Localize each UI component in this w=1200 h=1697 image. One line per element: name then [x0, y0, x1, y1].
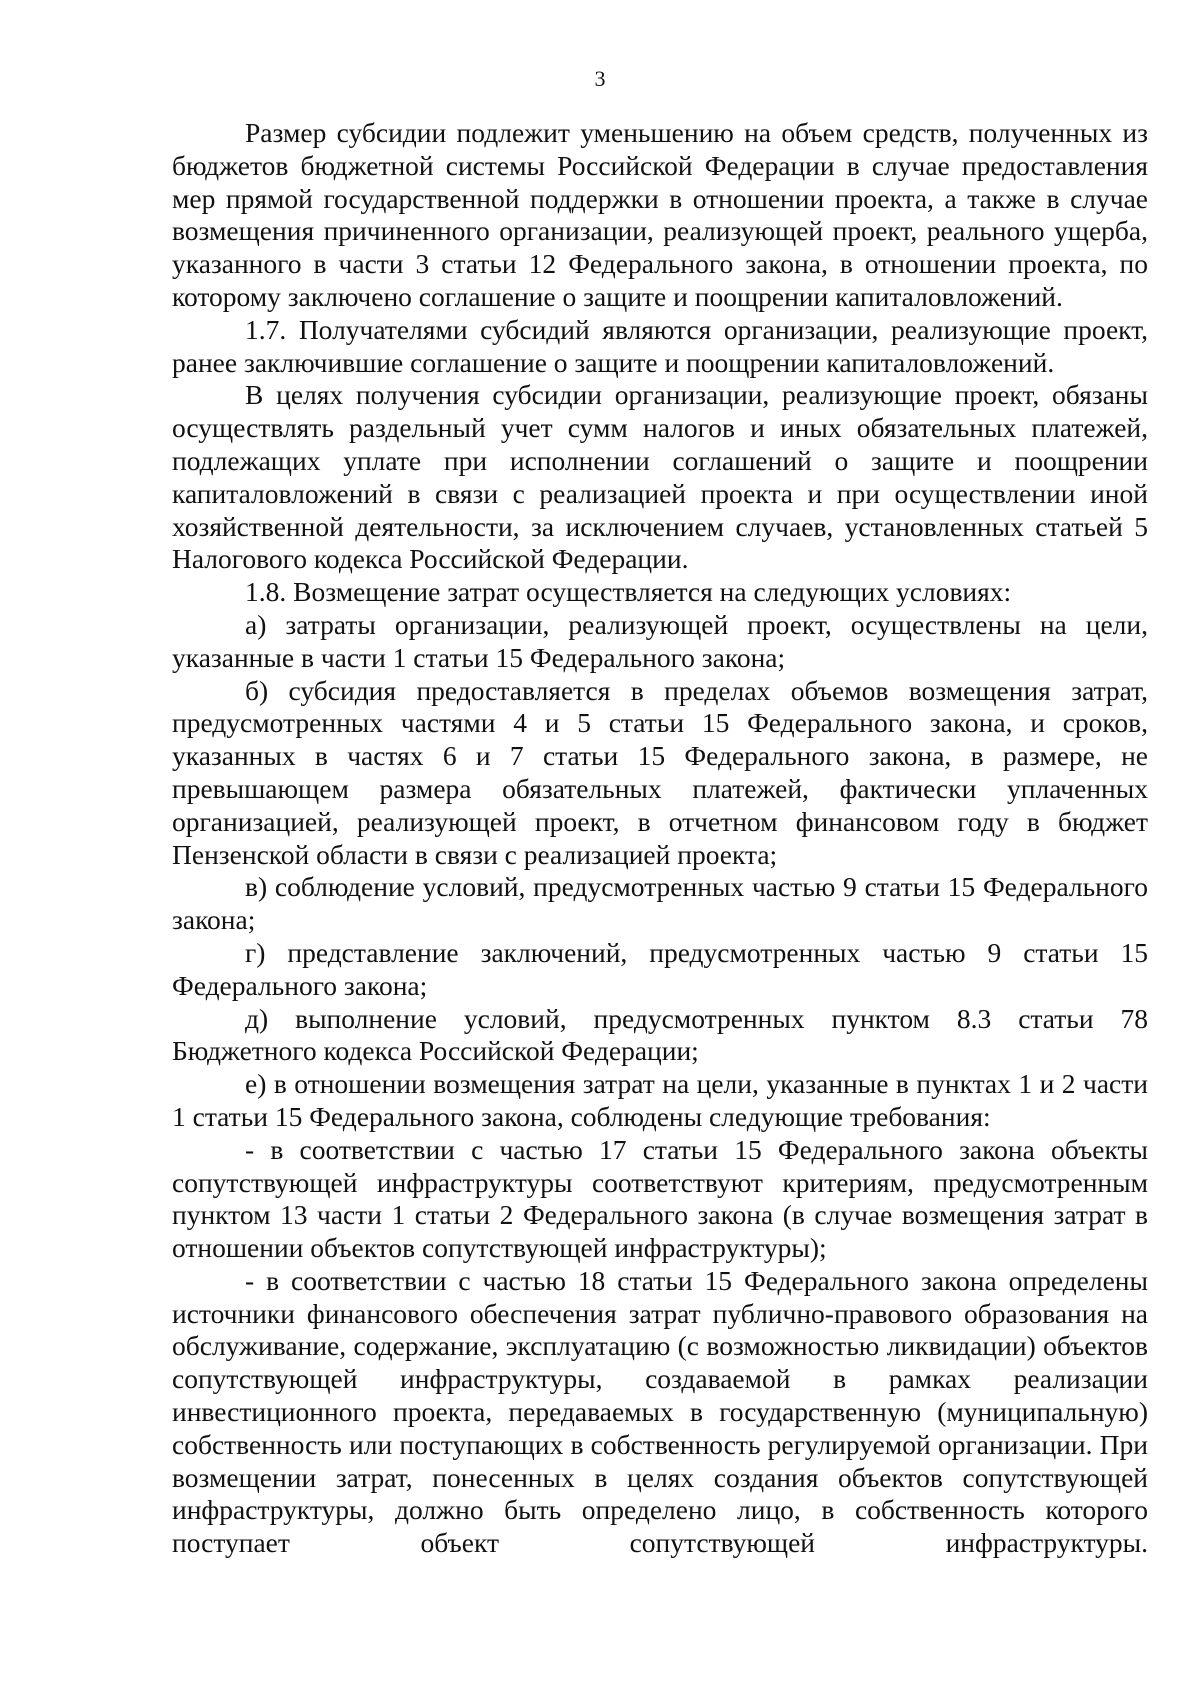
document-body — [172, 117, 1148, 1560]
paragraph-1-8-conditions: 1.8. Возмещение затрат осуществляется на следующих условиях: — [245, 576, 1012, 608]
list-item-d: д) выполнение условий, предусмотренных пунктом 8.3 статьи 78 Бюджетного кодекса Российской Федерации; — [172, 1002, 1148, 1067]
paragraph-1-7-recipients: 1.7. Получателями субсидий являются организации, реализующие проект, ранее заключившие соглашение о защите и поощрении капиталовложений. — [172, 313, 1148, 378]
list-item-b: б) субсидия предоставляется в пределах объемов возмещения затрат, предусмотренных частями 4 и 5 статьи 15 Федерального закона, и сроков, указанных в частях 6 и 7 статьи 15 Федерального закона, в размере, не превышающем размера обязательных платежей, фактически уплаченных организацией, реализующей проект, в отчетном финансовом году в бюджет Пензенской области в связи с реализацией проекта; — [172, 674, 1148, 870]
dash-item-part-18: - в соответствии с частью 18 статьи 15 Федерального закона определены источники финансового обеспечения затрат публично-правового образования на обслуживание, содержание, эксплуатацию (с возможностью ликвидации) объектов сопутствующей инфраструктуры, создаваемой в рамках реализации инвестиционного проекта, передаваемых в государственную (муниципальную) собственность или поступающих в собственность регулируемой организации. При возмещении затрат, понесенных в целях создания объектов сопутствующей инфраструктуры, должно быть определено лицо, в собственность которого поступает объект сопутствующей инфраструктуры. — [172, 1264, 1148, 1559]
page-number: 3 — [594, 66, 606, 91]
paragraph-separate-accounting: В целях получения субсидии организации, реализующие проект, обязаны осуществлять раздельный учет сумм налогов и иных обязательных платежей, подлежащих уплате при исполнении соглашений о защите и поощрении капиталовложений в связи с реализацией проекта и при осуществлении иной хозяйственной деятельности, за исключением случаев, установленных статьей 5 Налогового кодекса Российской Федерации. — [172, 379, 1148, 575]
list-item-a: а) затраты организации, реализующей проект, осуществлены на цели, указанные в части 1 статьи 15 Федерального закона; — [172, 608, 1148, 673]
paragraph-subsidy-reduction: Размер субсидии подлежит уменьшению на объем средств, полученных из бюджетов бюджетной системы Российской Федерации в случае предоставления мер прямой государственной поддержки в отношении проекта, а также в случае возмещения причиненного организации, реализующей проект, реального ущерба, указанного в части 3 статьи 12 Федерального закона, в отношении проекта, по которому заключено соглашение о защите и поощрении капиталовложений. — [172, 117, 1148, 312]
list-item-g: г) представление заключений, предусмотренных частью 9 статьи 15 Федерального закона; — [172, 936, 1148, 1001]
dash-item-part-17: - в соответствии с частью 17 статьи 15 Федерального закона объекты сопутствующей инфраструктуры соответствуют критериям, предусмотренным пунктом 13 части 1 статьи 2 Федерального закона (в случае возмещения затрат в отношении объектов сопутствующей инфраструктуры); — [172, 1133, 1148, 1264]
list-item-e: е) в отношении возмещения затрат на цели, указанные в пунктах 1 и 2 части 1 статьи 15 Федерального закона, соблюдены следующие требования: — [172, 1068, 1148, 1132]
list-item-v: в) соблюдение условий, предусмотренных частью 9 статьи 15 Федерального закона; — [172, 871, 1148, 936]
